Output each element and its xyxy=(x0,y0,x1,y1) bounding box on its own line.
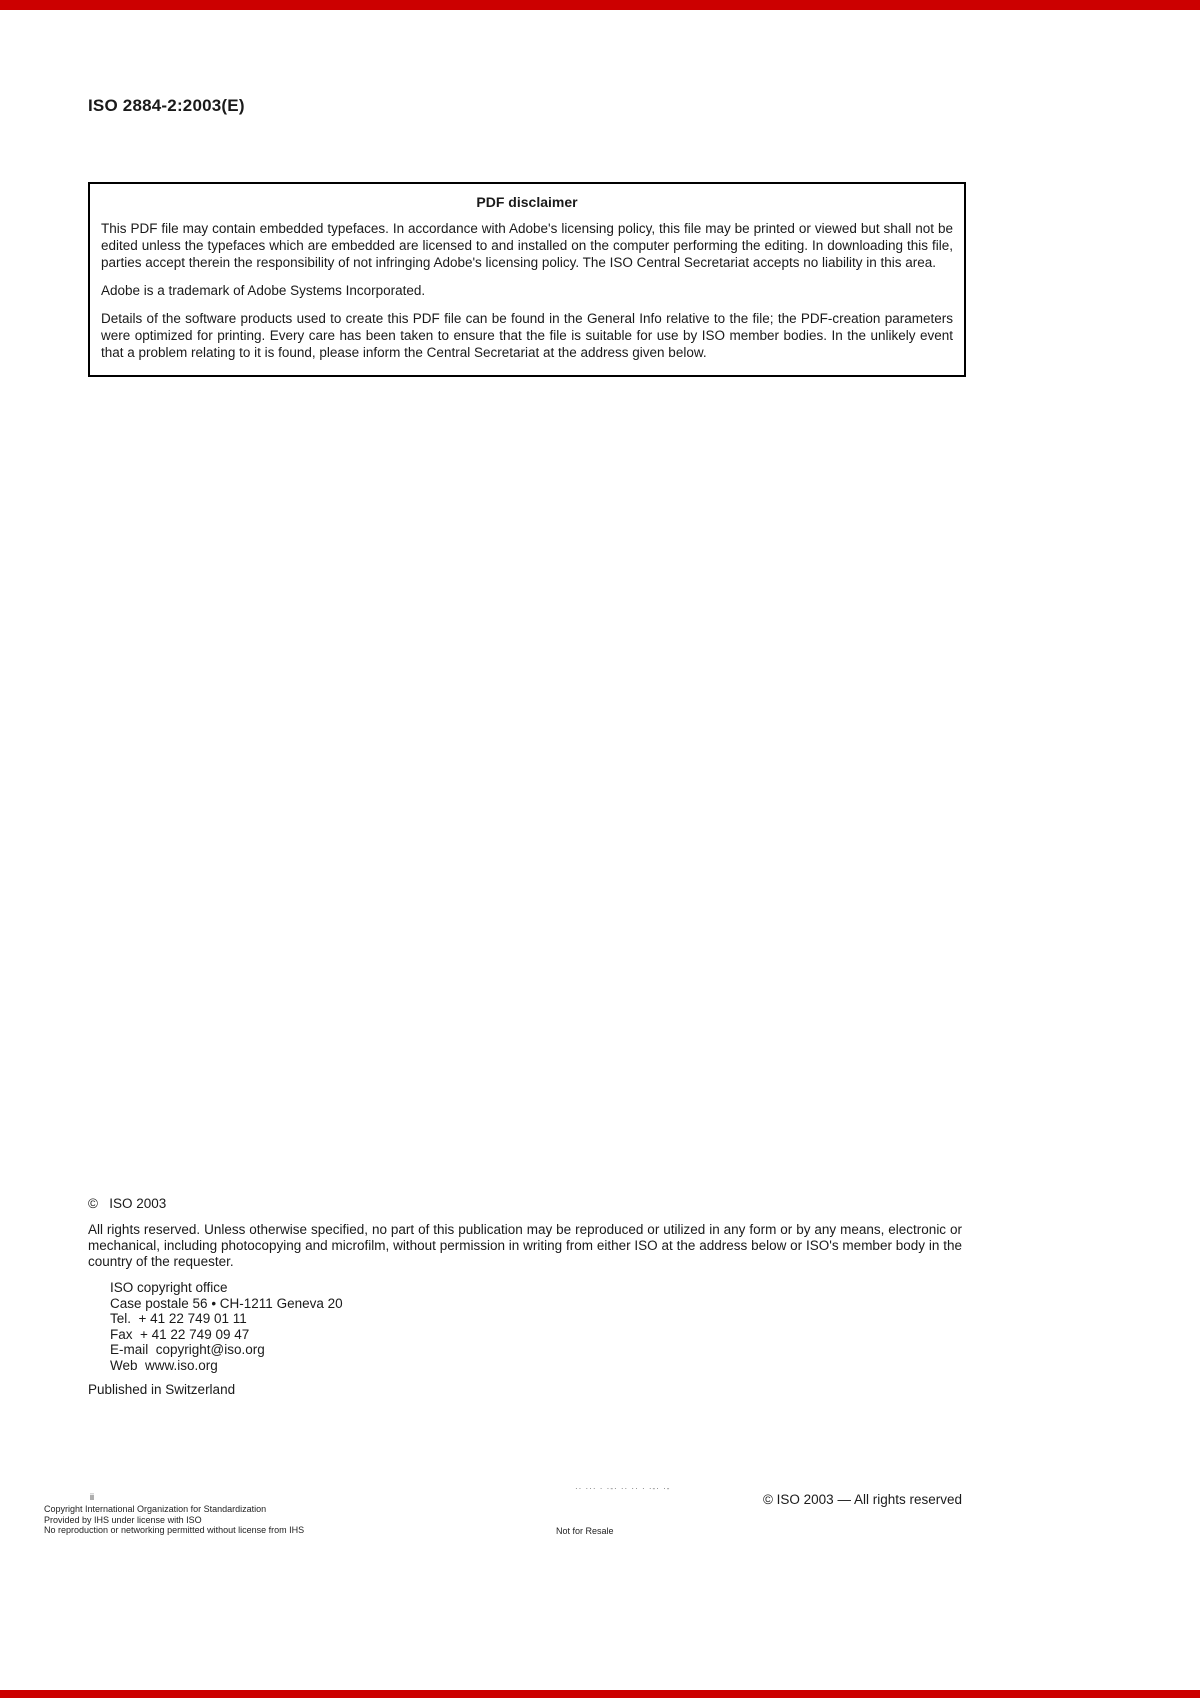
iso-contact-block xyxy=(110,1280,962,1373)
not-for-resale-label: Not for Resale xyxy=(556,1526,614,1536)
disclaimer-paragraph-2: Adobe is a trademark of Adobe Systems Incorporated. xyxy=(101,283,426,298)
contact-line-email: E-mail copyright@iso.org xyxy=(110,1342,265,1357)
contact-line-tel: Tel. + 41 22 749 01 11 xyxy=(110,1311,247,1326)
disclaimer-paragraph-1: This PDF file may contain embedded typefaces. In accordance with Adobe's licensing policy, this file may be printed or viewed but shall not be edited unless the typefaces which are embedded are licensed to and installed on the computer performing the editing. In downloading this file, parties accept therein the responsibility of not infringing Adobe's licensing policy. The ISO Central Secretariat accepts no liability in this area. xyxy=(101,221,953,270)
disclaimer-title: PDF disclaimer xyxy=(476,194,578,210)
pdf-disclaimer-box xyxy=(88,182,966,377)
contact-line-web: Web www.iso.org xyxy=(110,1357,218,1373)
contact-line-office: ISO copyright office xyxy=(110,1280,228,1295)
ihs-line-1: Copyright International Organization for Standardization xyxy=(44,1504,267,1514)
ihs-line-2: Provided by IHS under license with ISO xyxy=(44,1514,202,1525)
ihs-license-block xyxy=(44,1504,304,1536)
copyright-notice-line: © ISO 2003 xyxy=(88,1196,167,1211)
footer-copyright-right: © ISO 2003 — All rights reserved xyxy=(762,1492,962,1507)
footer-smudge-text: ·· ··· · ·-· ·· ·· · ·-· ·- xyxy=(575,1484,671,1493)
contact-line-fax: Fax + 41 22 749 09 47 xyxy=(110,1326,250,1342)
document-reference-title: ISO 2884-2:2003(E) xyxy=(88,96,245,115)
top-red-border xyxy=(0,0,1200,10)
disclaimer-paragraph-3: Details of the software products used to create this PDF file can be found in the General Info relative to the file; the PDF-creation parameters were optimized for printing. Every care has been taken to ensure that the file is suitable for use by ISO member bodies. In the unlikely event that a problem relating to it is found, please inform the Central Secretariat at the address given below. xyxy=(101,311,953,360)
page-number: ii xyxy=(90,1492,94,1502)
copyright-section xyxy=(88,1196,962,1398)
contact-line-address: Case postale 56 • CH-1211 Geneva 20 xyxy=(110,1295,343,1311)
bottom-red-border xyxy=(0,1690,1200,1698)
published-line: Published in Switzerland xyxy=(88,1382,236,1397)
ihs-line-3: No reproduction or networking permitted without license from IHS xyxy=(44,1525,305,1535)
rights-reserved-paragraph: All rights reserved. Unless otherwise specified, no part of this publication may be reproduced or utilized in any form or by any means, electronic or mechanical, including photocopying and microfilm, without permission in writing from either ISO at the address below or ISO's member body in the country of the requester. xyxy=(88,1222,962,1269)
